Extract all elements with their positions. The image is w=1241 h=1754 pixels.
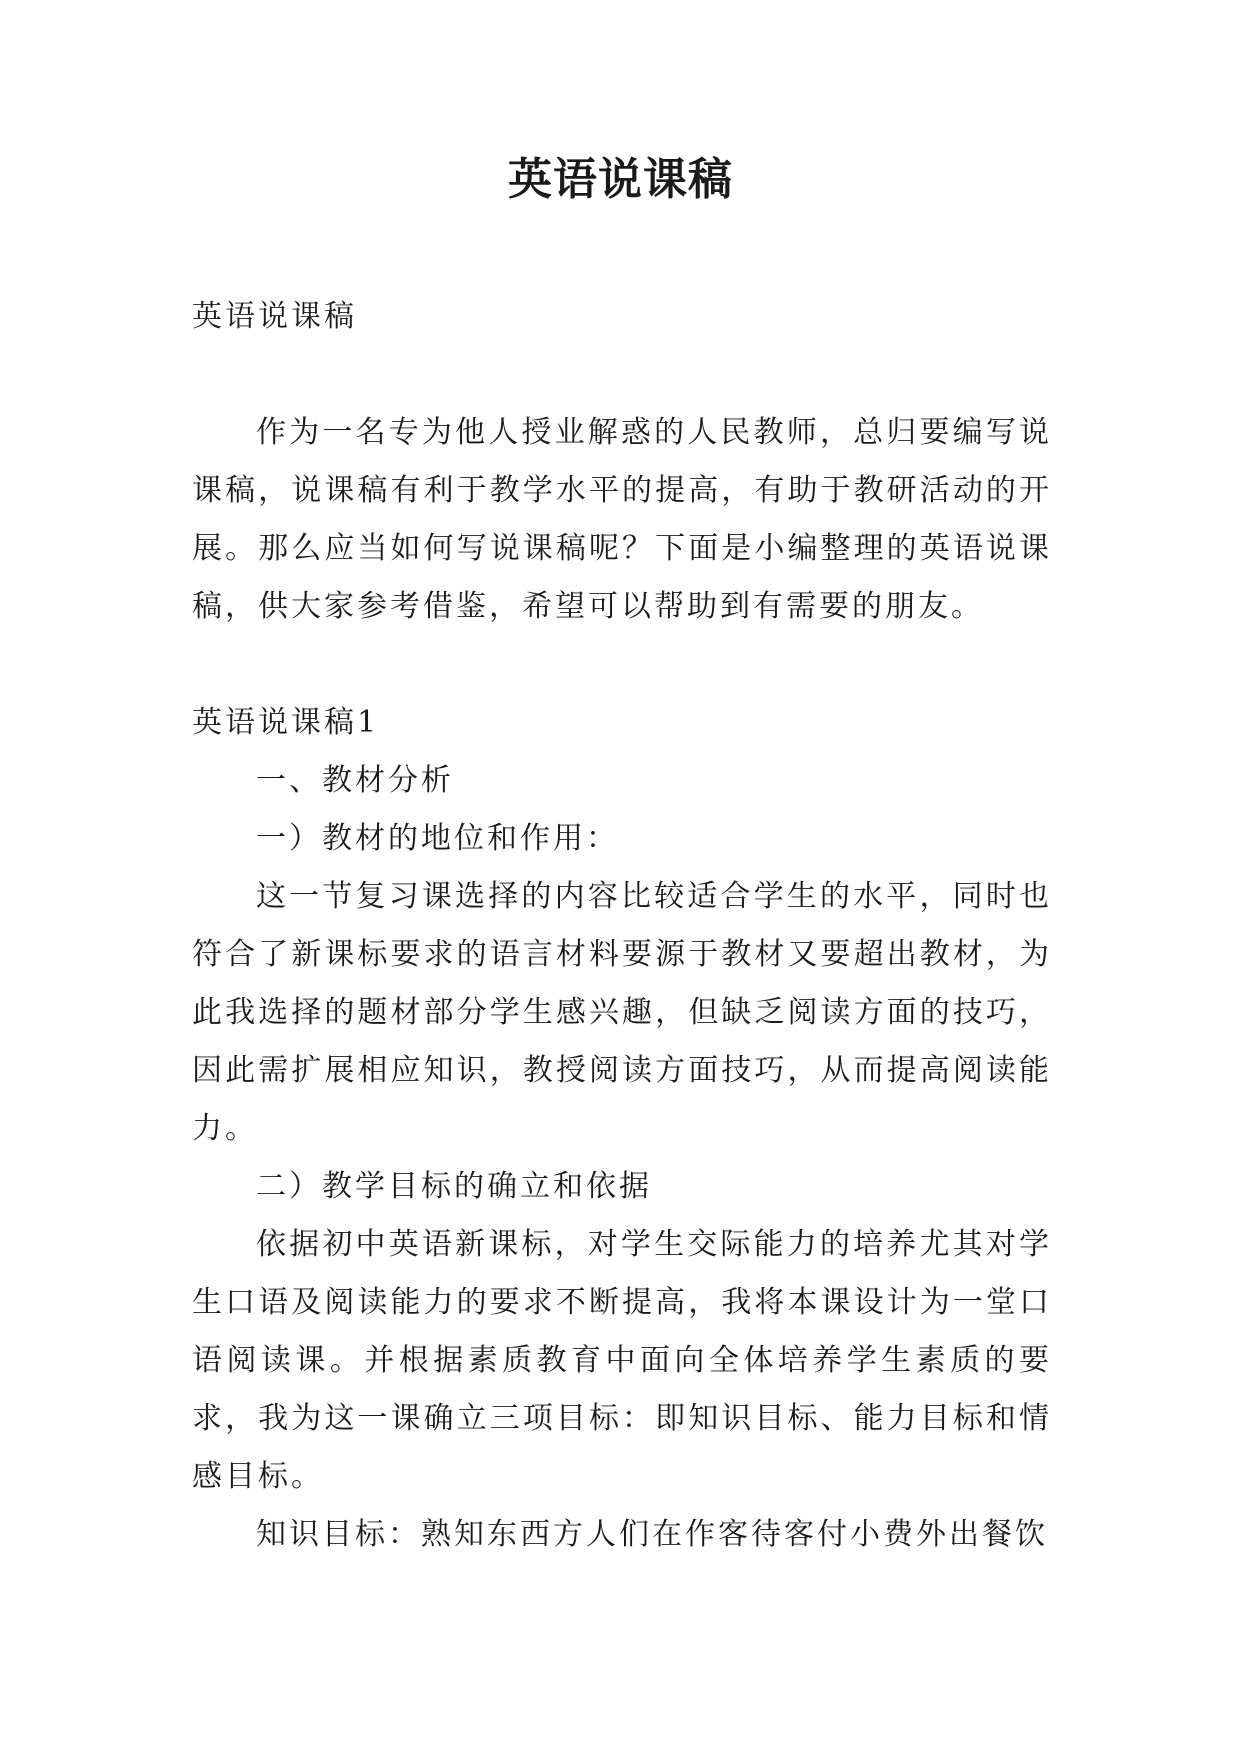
document-title: 英语说课稿: [508, 154, 733, 205]
knowledge-goal-paragraph: 知识目标：熟知东西方人们在作客待客付小费外出餐饮: [256, 1517, 1048, 1552]
document-subtitle: 英语说课稿: [192, 299, 357, 334]
position-paragraph: 这一节复习课选择的内容比较适合学生的水平，同时也符合了新课标要求的语言材料要源于教材又要超出教材，为此我选择的题材部分学生感兴趣，但缺乏阅读方面的技巧，因此需扩展相应知识，教授阅读方面技巧，从而提高阅读能力。: [192, 879, 1052, 1146]
sub-heading-goals: 二）教学目标的确立和依据: [256, 1169, 652, 1204]
part-heading: 一、教材分析: [256, 763, 454, 798]
spacer: [192, 636, 1052, 694]
intro-paragraph: 作为一名专为他人授业解惑的人民教师，总归要编写说课稿，说课稿有利于教学水平的提高，有助于教研活动的开展。那么应当如何写说课稿呢？下面是小编整理的英语说课稿，供大家参考借鉴，希望可以帮助到有需要的朋友。: [192, 415, 1052, 624]
document-body: [192, 288, 1052, 1564]
spacer: [192, 346, 1052, 404]
sub-heading-position: 一）教材的地位和作用：: [256, 821, 619, 856]
goals-paragraph: 依据初中英语新课标，对学生交际能力的培养尤其对学生口语及阅读能力的要求不断提高，我将本课设计为一堂口语阅读课。并根据素质教育中面向全体培养学生素质的要求，我为这一课确立三项目标：即知识目标、能力目标和情感目标。: [192, 1227, 1052, 1494]
section-heading: 英语说课稿1: [192, 705, 380, 740]
